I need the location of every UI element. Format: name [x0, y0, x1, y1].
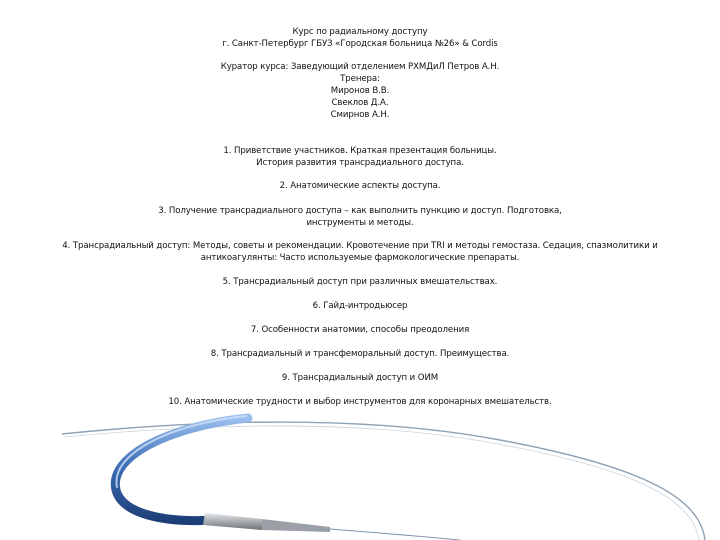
program-item-6	[0, 300, 720, 312]
program-item-3	[0, 205, 720, 229]
program-item-line: 4. Трансрадиальный доступ: Методы, советы и рекомендации. Кровотечение при TRI и методы гемостаза. Седация, спазмолитики и	[62, 241, 658, 251]
program-item-2	[0, 180, 720, 192]
catheter-tail-wire	[330, 529, 460, 540]
catheter-sheath-shine	[116, 416, 246, 487]
course-header	[0, 26, 720, 50]
program-item-line: 10. Анатомические трудности и выбор инструментов для коронарных вмешательств.	[168, 397, 552, 407]
trainer-name: Смирнов А.Н.	[330, 110, 390, 120]
program-item-line: 5. Трансрадиальный доступ при различных вмешательствах.	[222, 277, 498, 287]
program-item-5	[0, 276, 720, 288]
program-item-line: 3. Получение трансрадиального доступа – как выполнить пункцию и доступ. Подготовка,	[158, 206, 562, 216]
program-item-8	[0, 348, 720, 360]
catheter-sheath	[115, 418, 248, 521]
program-item-line: История развития трансрадиального доступа.	[256, 158, 464, 168]
program-item-1	[0, 145, 720, 169]
catheter-hub	[203, 513, 262, 530]
program-item-4	[0, 240, 720, 264]
program-item-9	[0, 372, 720, 384]
program-item-10	[0, 396, 720, 408]
course-location: г. Санкт-Петербург ГБУЗ «Городская больница №26» & Cordis	[222, 39, 498, 49]
program-item-line: антикоагулянты: Часто используемые фармокологические препараты.	[200, 253, 520, 263]
program-item-line: 9. Трансрадиальный доступ и ОИМ	[281, 373, 439, 383]
program-item-line: инструменты и методы.	[306, 218, 414, 228]
catheter-hub-tip	[262, 519, 330, 532]
program-item-7	[0, 324, 720, 336]
program-item-line: 7. Особенности анатомии, способы преодоления	[250, 325, 470, 335]
program-item-line: 2. Анатомические аспекты доступа.	[279, 181, 441, 191]
program-item-line: 8. Трансрадиальный и трансфеморальный доступ. Преимущества.	[210, 349, 510, 359]
course-title: Курс по радиальному доступу	[292, 27, 428, 37]
trainers-heading: Тренера:	[340, 74, 380, 84]
guide-wire	[62, 422, 705, 540]
program-item-line: 1. Приветствие участников. Краткая презентация больницы.	[223, 146, 497, 156]
curator-line: Куратор курса: Заведующий отделением РХМДиЛ Петров А.Н.	[220, 62, 500, 72]
trainer-name: Свеклов Д.А.	[331, 98, 389, 108]
trainer-name: Миронов В.В.	[330, 86, 390, 96]
guide-wire-highlight	[64, 426, 699, 540]
staff-block	[0, 61, 720, 121]
program-item-line: 6. Гайд-интродьюсер	[312, 301, 408, 311]
